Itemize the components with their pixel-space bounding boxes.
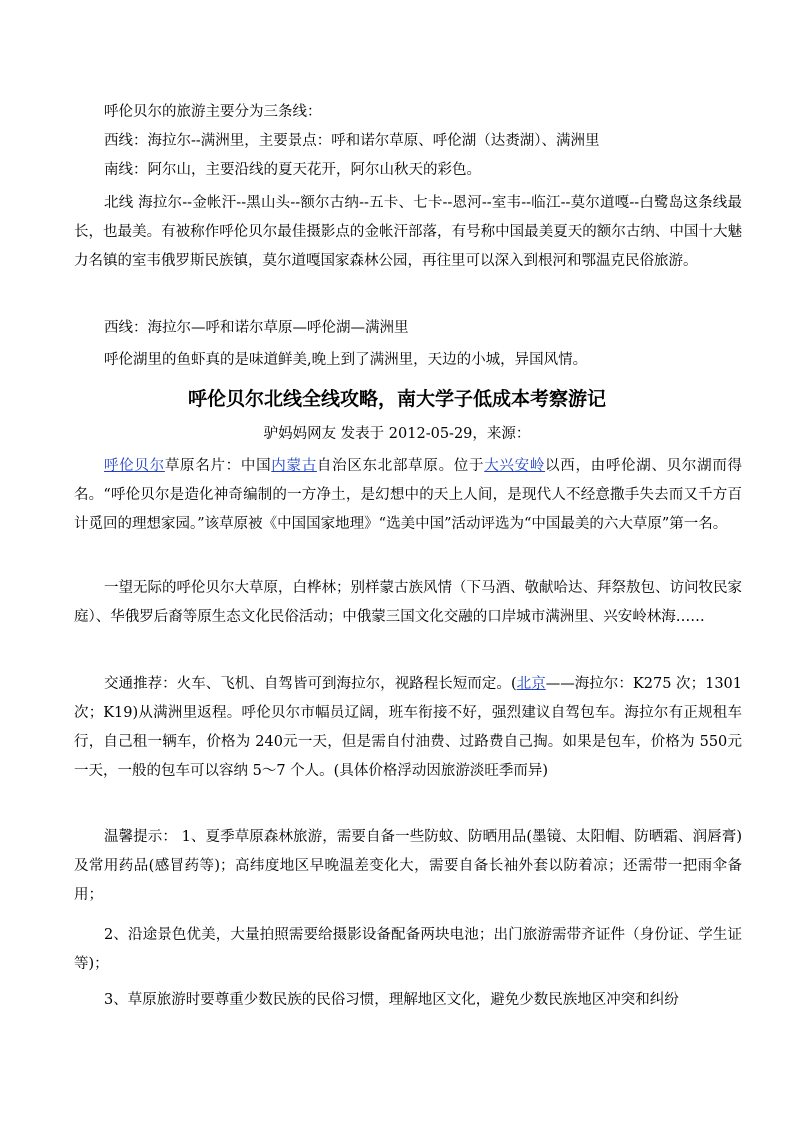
article-paragraph-4: 温馨提示： 1、夏季草原森林旅游，需要自备一些防蚊、防晒用品(墨镜、太阳帽、防晒霜、润唇膏)及常用药品(感冒药等)；高纬度地区早晚温差变化大，需要自备长袖外套以防着凉；还需带一把雨伞备用； (74, 829, 742, 903)
article-paragraph-2: 一望无际的呼伦贝尔大草原，白桦林；别样蒙古族风情（下马酒、敬献哈达、拜祭敖包、访问牧民家庭）、华俄罗后裔等原生态文化民俗活动；中俄蒙三国文化交融的口岸城市满洲里、兴安岭林海…… (74, 580, 742, 625)
article-paragraph-6: 3、草原旅游时要尊重少数民族的民俗习惯，理解地区文化，避免少数民族地区冲突和纠纷 (104, 992, 679, 1008)
intro-summary: 呼伦贝尔的旅游主要分为三条线： (104, 104, 322, 120)
north-route: 北线 海拉尔--金帐汗--黑山头--额尔古纳--五卡、七卡--恩河--室韦--临江--莫尔道嘎--白鹭岛这条线最长，也最美。有被称作呼伦贝尔最佳摄影点的金帐汗部落，有号称中国最美夏天的额尔古纳、中国十大魅力名镇的室韦俄罗斯民族镇，莫尔道嘎国家森林公园，再往里可以深入到根河和鄂温克民俗旅游。 (74, 195, 742, 269)
west-route-2: 西线：海拉尔—呼和诺尔草原—呼伦湖—满洲里 (104, 320, 409, 336)
article-paragraph-1 (74, 452, 742, 539)
link-hulunbuir[interactable]: 呼伦贝尔 (104, 458, 165, 474)
link-inner-mongolia[interactable]: 内蒙古 (271, 458, 317, 474)
article-paragraph-3 (74, 670, 742, 786)
p3-text-2: ——海拉尔：K275 次；1301 次；K19)从满洲里返程。呼伦贝尔市幅员辽阔，班车衔接不好，强烈建议自驾包车。海拉尔有正规租车行，自己租一辆车，价格为 240元一天，但是需自付油费、过路费自己掏。如果是包车，价格为 550元一天，一般的包车可以容纳 5～7 个人。(具体价格浮动因旅游淡旺季而异) (74, 676, 742, 779)
link-beijing[interactable]: 北京 (516, 676, 546, 692)
p3-text-1: 交通推荐：火车、飞机、自驾皆可到海拉尔，视路程长短而定。( (104, 676, 517, 692)
article-byline: 驴妈妈网友 发表于 2012-05-29，来源： (263, 426, 531, 442)
lake-note: 呼伦湖里的鱼虾真的是味道鲜美,晚上到了满洲里，天边的小城，异国风情。 (104, 352, 588, 368)
article-paragraph-5: 2、沿途景色优美，大量拍照需要给摄影设备配备两块电池；出门旅游需带齐证件（身份证、学生证等)； (74, 927, 742, 972)
article-title: 呼伦贝尔北线全线攻略，南大学子低成本考察游记 (187, 388, 606, 410)
p1-text-3: 以西，由呼伦湖、贝尔湖而得名。“呼伦贝尔是造化神奇编制的一方净土，是幻想中的天上人间，是现代人不经意撒手失去而又千方百计觅回的理想家园。”该草原被《中国国家地理》“选美中国”活动评选为“中国最美的六大草原”第一名。 (74, 458, 743, 532)
south-route: 南线：阿尔山，主要沿线的夏天花开，阿尔山秋天的彩色。 (104, 162, 481, 178)
link-greater-khingan[interactable]: 大兴安岭 (484, 458, 546, 474)
p1-text-1: 草原名片：中国 (164, 458, 272, 474)
p1-text-2: 自治区东北部草原。位于 (316, 458, 485, 474)
west-route-1: 西线：海拉尔--满洲里，主要景点：呼和诺尔草原、呼伦湖（达赉湖）、满洲里 (104, 133, 600, 149)
